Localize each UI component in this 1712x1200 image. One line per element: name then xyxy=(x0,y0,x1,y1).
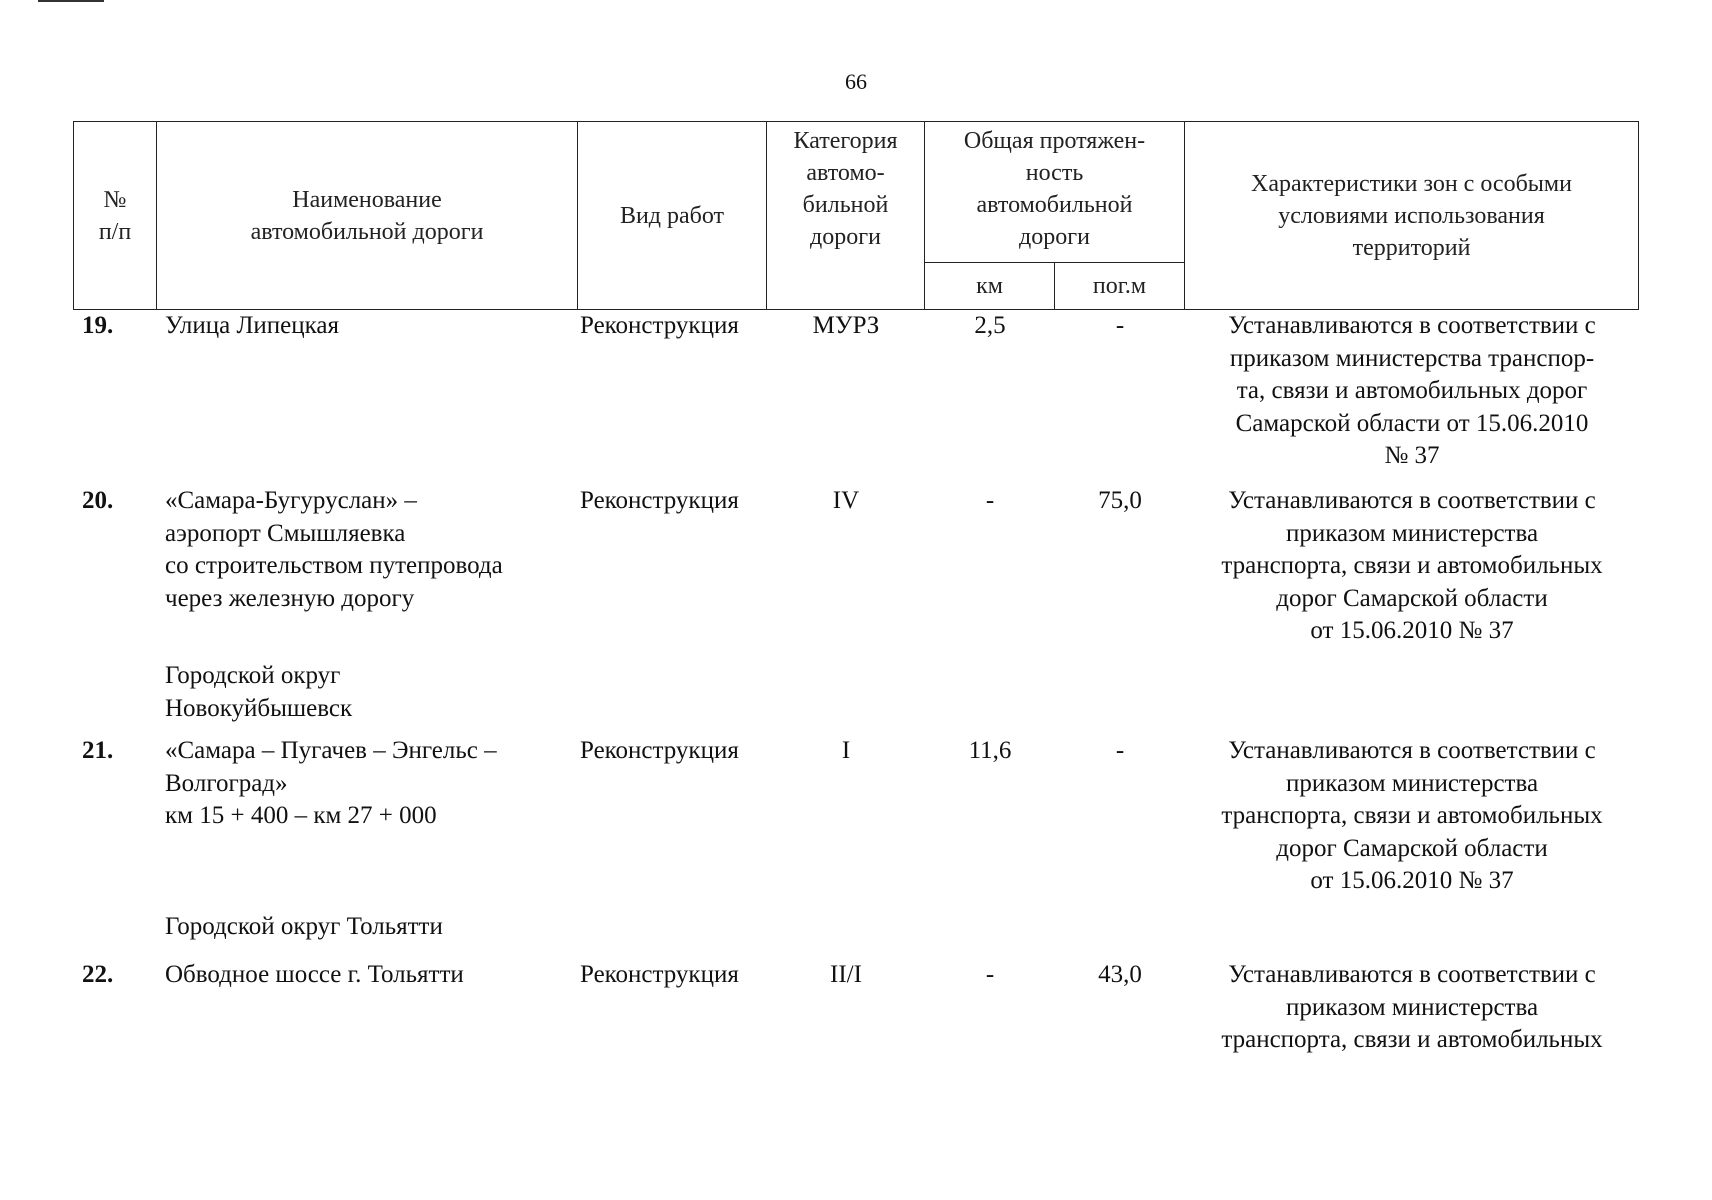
row-number: 22. xyxy=(82,961,114,988)
length-km: 2,5 xyxy=(974,312,1006,339)
corner-mark xyxy=(38,0,104,2)
row-number: 19. xyxy=(82,312,114,339)
header-total-length: Общая протяжен- ность автомобильной дороги xyxy=(925,122,1185,263)
header-characteristics: Характеристики зон с особыми условиями использования территорий xyxy=(1185,122,1639,310)
length-pog: 43,0 xyxy=(1098,961,1142,988)
work-type: Реконструкция xyxy=(580,737,739,764)
row-number: 21. xyxy=(82,737,114,764)
road-name: Обводное шоссе г. Тольятти xyxy=(165,961,464,988)
road-category: II/I xyxy=(830,961,862,988)
length-pog: 75,0 xyxy=(1098,487,1142,514)
zone-characteristics: Устанавливаются в соответствии с приказом министерства транспор- та, связи и автомобильных дорог Самарской области от 15.06.2010 № 37 xyxy=(1228,312,1596,469)
header-km: км xyxy=(925,263,1055,310)
header-road-name: Наименование автомобильной дороги xyxy=(157,122,578,310)
work-type: Реконструкция xyxy=(580,961,739,988)
zone-characteristics: Устанавливаются в соответствии с приказом министерства транспорта, связи и автомобильных дорог Самарской области от 15.06.2010 № 37 xyxy=(1221,487,1603,644)
road-category: I xyxy=(841,737,851,764)
header-num: № п/п xyxy=(74,122,157,310)
district-heading: Городской округ Тольятти xyxy=(165,913,443,940)
length-pog: - xyxy=(1115,312,1125,339)
page-number: 66 xyxy=(845,69,867,94)
length-km: - xyxy=(985,961,995,988)
work-type: Реконструкция xyxy=(580,487,739,514)
header-work-type: Вид работ xyxy=(578,122,767,310)
length-pog: - xyxy=(1115,737,1125,764)
length-km: - xyxy=(985,487,995,514)
zone-characteristics: Устанавливаются в соответствии с приказом министерства транспорта, связи и автомобильных xyxy=(1221,961,1603,1053)
road-category: МУРЗ xyxy=(812,312,880,339)
header-category: Категория автомо- бильной дороги xyxy=(767,122,925,310)
road-category: IV xyxy=(832,487,860,514)
district-heading: Городской округ Новокуйбышевск xyxy=(165,662,353,722)
road-name: Улица Липецкая xyxy=(165,312,340,339)
table-header xyxy=(73,121,1639,310)
work-type: Реконструкция xyxy=(580,312,739,339)
length-km: 11,6 xyxy=(968,737,1012,764)
header-pog: пог.м xyxy=(1055,263,1185,310)
row-number: 20. xyxy=(82,487,114,514)
zone-characteristics: Устанавливаются в соответствии с приказом министерства транспорта, связи и автомобильных дорог Самарской области от 15.06.2010 № 37 xyxy=(1221,737,1603,894)
road-name: «Самара – Пугачев – Энгельс – Волгоград» км 15 + 400 – км 27 + 000 xyxy=(165,737,497,829)
road-name: «Самара-Бугуруслан» – аэропорт Смышляевка со строительством путепровода через железную дорогу xyxy=(165,487,503,612)
